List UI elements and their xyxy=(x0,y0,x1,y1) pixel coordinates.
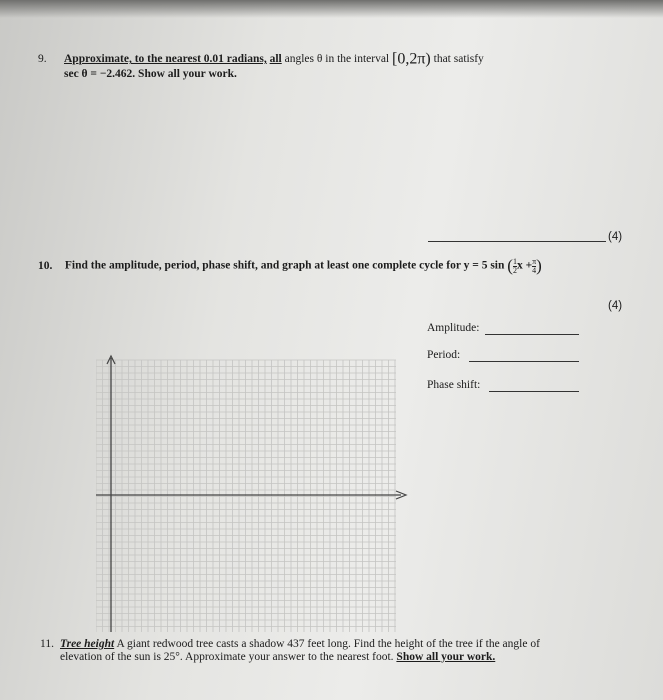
graph-grid[interactable] xyxy=(96,352,426,632)
question-10-prompt: Find the amplitude, period, phase shift, and graph at least one complete cycle for y = 5 sin xyxy=(64,259,505,272)
answer-line[interactable] xyxy=(469,361,579,362)
fraction-1: $\frac{1}{2}$ xyxy=(512,256,517,275)
question-9-line-1 xyxy=(64,52,484,66)
question-11-line-2 xyxy=(60,651,495,664)
question-title: Tree height xyxy=(60,638,115,650)
interval: [0,2π) xyxy=(392,50,431,68)
question-number: 10. xyxy=(38,259,53,272)
equation: sec θ = −2.462. xyxy=(64,68,136,80)
paren-open: ( xyxy=(507,256,513,275)
phase-shift-label: Phase shift: xyxy=(427,379,481,391)
score: (4) xyxy=(608,300,623,312)
answer-line[interactable] xyxy=(428,241,606,242)
paren-close: ) xyxy=(536,256,542,275)
top-shadow xyxy=(0,0,663,18)
question-11-line-1 xyxy=(60,638,540,651)
answer-line[interactable] xyxy=(489,391,579,392)
question-9-prompt: Approximate, to the nearest 0.01 radians, xyxy=(64,53,267,65)
score: (4) xyxy=(608,231,623,243)
x-plus: x + xyxy=(516,259,533,272)
answer-line[interactable] xyxy=(485,334,579,335)
period-label: Period: xyxy=(427,349,461,361)
question-11-text-1: A giant redwood tree casts a shadow 437 feet long. Find the height of the tree if the angle of xyxy=(116,638,540,650)
amplitude-answer[interactable] xyxy=(427,322,479,334)
phase-shift-answer[interactable] xyxy=(427,379,480,391)
question-number: 11. xyxy=(40,638,54,650)
emphasis-all: all xyxy=(269,53,282,65)
amplitude-label: Amplitude: xyxy=(427,322,480,334)
instruction: Show all your work. xyxy=(396,651,496,663)
instruction: Show all your work. xyxy=(138,68,237,80)
question-number: 9. xyxy=(38,53,47,65)
question-10 xyxy=(38,256,542,276)
question-9-interval-text: angles θ in the interval xyxy=(284,53,390,65)
period-answer[interactable] xyxy=(427,349,460,361)
fraction-2: $\frac{\pi}{4}$ xyxy=(532,256,537,275)
question-9-satisfy-text: that satisfy xyxy=(433,53,484,65)
question-11-text-2: elevation of the sun is 25°. Approximate your answer to the nearest foot. xyxy=(60,651,394,663)
question-9-line-2 xyxy=(64,67,237,81)
